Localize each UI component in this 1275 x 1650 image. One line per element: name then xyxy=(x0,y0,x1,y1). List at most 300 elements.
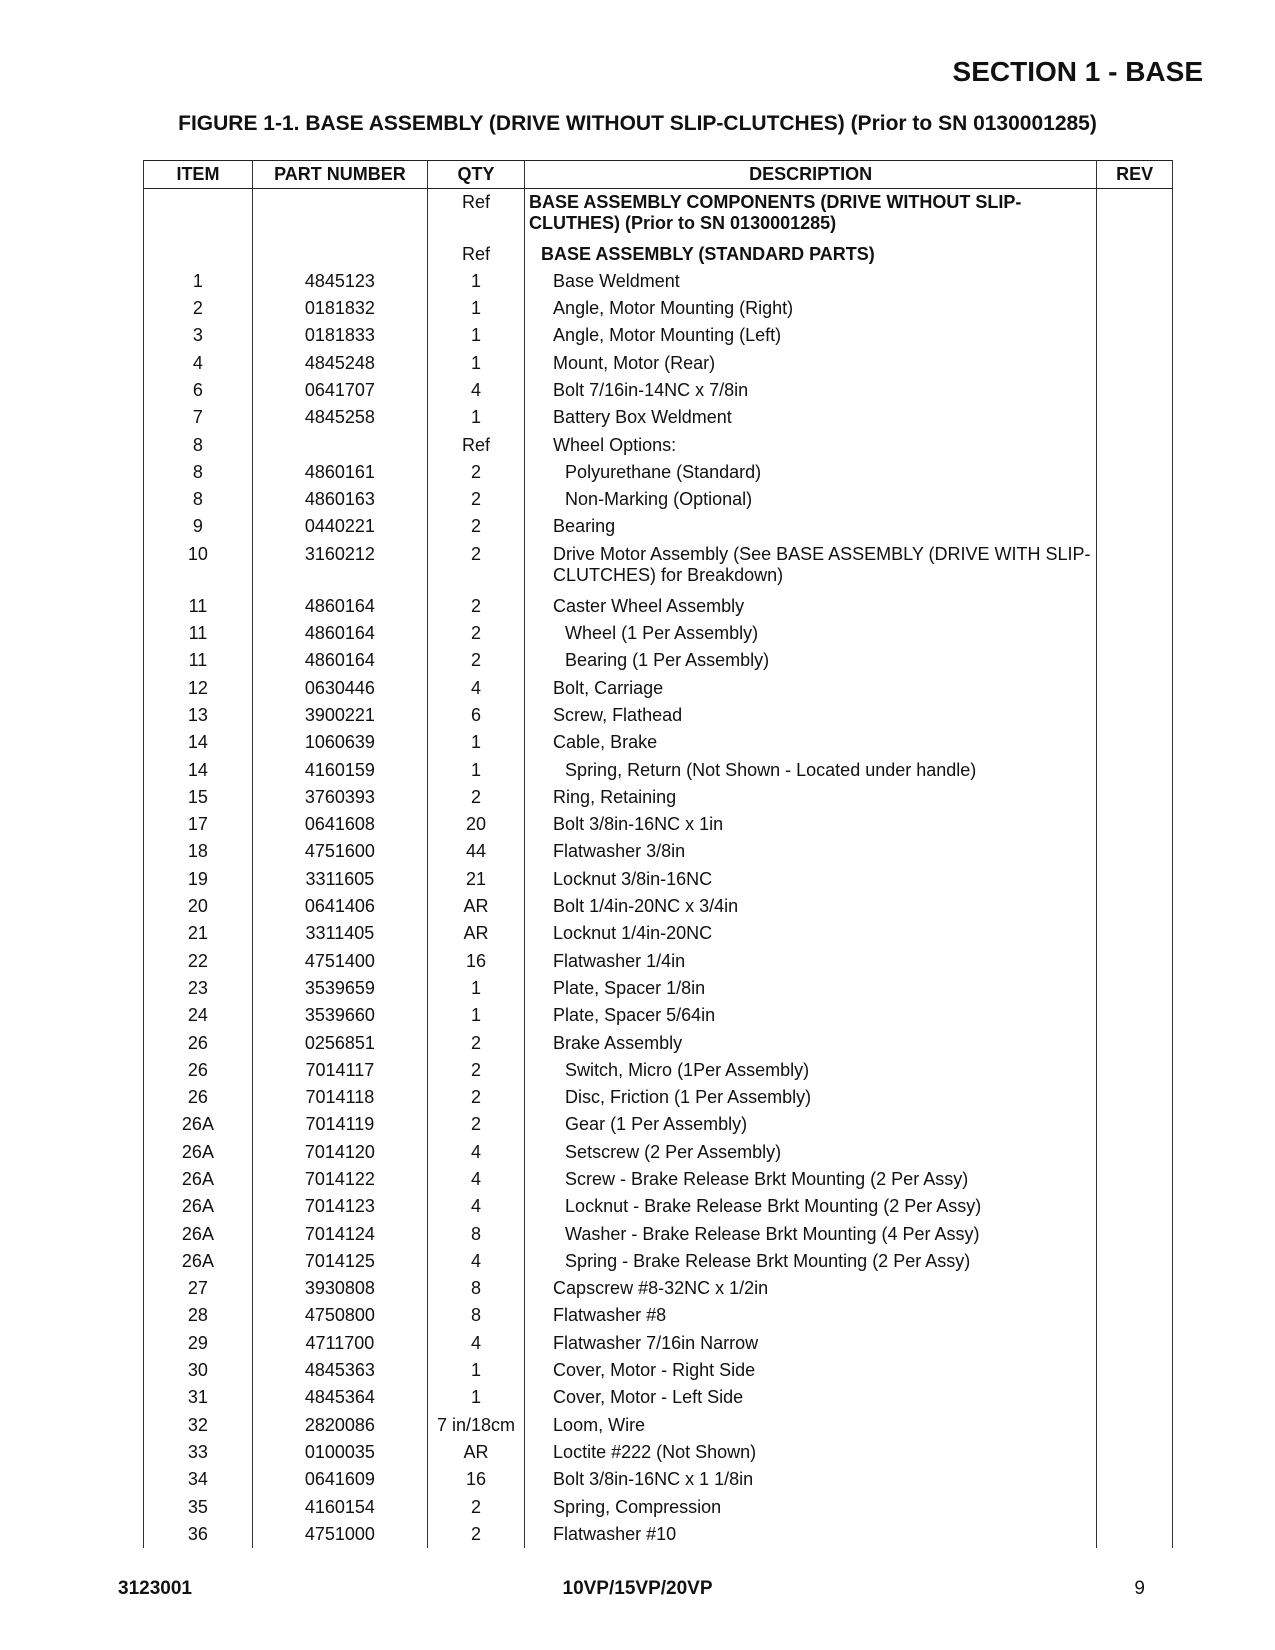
qty-cell: 2 xyxy=(427,459,524,486)
table-row xyxy=(144,838,1173,865)
table-row xyxy=(144,811,1173,838)
part-number-cell: 4751400 xyxy=(252,948,427,975)
description-cell: Plate, Spacer 5/64in xyxy=(525,1002,1097,1029)
description-cell: Mount, Motor (Rear) xyxy=(525,350,1097,377)
table-row xyxy=(144,377,1173,404)
header-description: DESCRIPTION xyxy=(525,161,1097,189)
part-number-cell: 7014119 xyxy=(252,1111,427,1138)
rev-cell xyxy=(1097,1384,1173,1411)
table-row xyxy=(144,1275,1173,1302)
item-cell: 15 xyxy=(144,784,253,811)
item-cell: 7 xyxy=(144,404,253,431)
section-title: SECTION 1 - BASE xyxy=(952,56,1203,87)
description-cell: Switch, Micro (1Per Assembly) xyxy=(525,1057,1097,1084)
part-number-cell xyxy=(252,189,427,241)
qty-cell: 1 xyxy=(427,322,524,349)
rev-cell xyxy=(1097,1412,1173,1439)
table-header-row xyxy=(144,161,1173,189)
description-cell: Brake Assembly xyxy=(525,1030,1097,1057)
rev-cell xyxy=(1097,1166,1173,1193)
qty-cell: 1 xyxy=(427,295,524,322)
rev-cell xyxy=(1097,1084,1173,1111)
part-number-cell: 4750800 xyxy=(252,1302,427,1329)
qty-cell: 1 xyxy=(427,1002,524,1029)
description-cell: BASE ASSEMBLY (STANDARD PARTS) xyxy=(525,241,1097,268)
qty-cell: 16 xyxy=(427,948,524,975)
table-row xyxy=(144,893,1173,920)
description-cell: Screw - Brake Release Brkt Mounting (2 Per Assy) xyxy=(525,1166,1097,1193)
table-row xyxy=(144,268,1173,295)
description-cell: Spring - Brake Release Brkt Mounting (2 Per Assy) xyxy=(525,1248,1097,1275)
qty-cell: 2 xyxy=(427,1057,524,1084)
part-number-cell: 7014122 xyxy=(252,1166,427,1193)
parts-table xyxy=(143,160,1173,1548)
header-rev: REV xyxy=(1097,161,1173,189)
rev-cell xyxy=(1097,1221,1173,1248)
qty-cell: 1 xyxy=(427,268,524,295)
footer-doc-number: 3123001 xyxy=(118,1578,192,1599)
table-row xyxy=(144,432,1173,459)
description-cell: Non-Marking (Optional) xyxy=(525,486,1097,513)
part-number-cell: 0641707 xyxy=(252,377,427,404)
qty-cell: 2 xyxy=(427,784,524,811)
item-cell: 22 xyxy=(144,948,253,975)
part-number-cell: 0100035 xyxy=(252,1439,427,1466)
rev-cell xyxy=(1097,1466,1173,1493)
table-row xyxy=(144,1111,1173,1138)
qty-cell: 2 xyxy=(427,1084,524,1111)
item-cell: 26A xyxy=(144,1111,253,1138)
description-cell: Polyurethane (Standard) xyxy=(525,459,1097,486)
description-cell: Angle, Motor Mounting (Left) xyxy=(525,322,1097,349)
qty-cell: 8 xyxy=(427,1275,524,1302)
qty-cell: 2 xyxy=(427,647,524,674)
item-cell: 36 xyxy=(144,1521,253,1548)
part-number-cell: 0256851 xyxy=(252,1030,427,1057)
part-number-cell: 0641608 xyxy=(252,811,427,838)
item-cell: 27 xyxy=(144,1275,253,1302)
table-row xyxy=(144,757,1173,784)
qty-cell: AR xyxy=(427,1439,524,1466)
qty-cell: 1 xyxy=(427,757,524,784)
rev-cell xyxy=(1097,404,1173,431)
qty-cell: 1 xyxy=(427,729,524,756)
part-number-cell: 4860164 xyxy=(252,620,427,647)
qty-cell: 2 xyxy=(427,486,524,513)
rev-cell xyxy=(1097,268,1173,295)
rev-cell xyxy=(1097,1275,1173,1302)
item-cell: 11 xyxy=(144,593,253,620)
description-cell: Cover, Motor - Left Side xyxy=(525,1384,1097,1411)
description-cell: Bolt 3/8in-16NC x 1 1/8in xyxy=(525,1466,1097,1493)
part-number-cell: 3539660 xyxy=(252,1002,427,1029)
description-cell: Disc, Friction (1 Per Assembly) xyxy=(525,1084,1097,1111)
part-number-cell: 2820086 xyxy=(252,1412,427,1439)
description-cell: Angle, Motor Mounting (Right) xyxy=(525,295,1097,322)
item-cell: 28 xyxy=(144,1302,253,1329)
description-cell: Battery Box Weldment xyxy=(525,404,1097,431)
table-row xyxy=(144,241,1173,268)
table-row xyxy=(144,1166,1173,1193)
part-number-cell: 4845363 xyxy=(252,1357,427,1384)
description-cell: Bearing (1 Per Assembly) xyxy=(525,647,1097,674)
header-part-number: PART NUMBER xyxy=(252,161,427,189)
table-row xyxy=(144,702,1173,729)
item-cell: 33 xyxy=(144,1439,253,1466)
description-cell: Bearing xyxy=(525,513,1097,540)
description-cell: Cable, Brake xyxy=(525,729,1097,756)
table-row xyxy=(144,1193,1173,1220)
part-number-cell: 0440221 xyxy=(252,513,427,540)
description-cell: Wheel Options: xyxy=(525,432,1097,459)
item-cell: 26 xyxy=(144,1084,253,1111)
rev-cell xyxy=(1097,541,1173,593)
qty-cell: 21 xyxy=(427,866,524,893)
rev-cell xyxy=(1097,893,1173,920)
qty-cell: 1 xyxy=(427,1384,524,1411)
table-row xyxy=(144,920,1173,947)
part-number-cell: 1060639 xyxy=(252,729,427,756)
qty-cell: Ref xyxy=(427,241,524,268)
part-number-cell: 3311605 xyxy=(252,866,427,893)
part-number-cell: 4751600 xyxy=(252,838,427,865)
description-cell: Flatwasher #8 xyxy=(525,1302,1097,1329)
description-cell: Gear (1 Per Assembly) xyxy=(525,1111,1097,1138)
rev-cell xyxy=(1097,702,1173,729)
part-number-cell: 4845123 xyxy=(252,268,427,295)
footer-page-number: 9 xyxy=(1134,1578,1145,1599)
description-cell: Ring, Retaining xyxy=(525,784,1097,811)
header-item: ITEM xyxy=(144,161,253,189)
qty-cell: 2 xyxy=(427,1494,524,1521)
qty-cell: 2 xyxy=(427,620,524,647)
part-number-cell: 3539659 xyxy=(252,975,427,1002)
rev-cell xyxy=(1097,647,1173,674)
rev-cell xyxy=(1097,593,1173,620)
table-row xyxy=(144,1357,1173,1384)
qty-cell: 2 xyxy=(427,513,524,540)
qty-cell: 2 xyxy=(427,541,524,593)
table-row xyxy=(144,784,1173,811)
table-row xyxy=(144,975,1173,1002)
part-number-cell: 7014117 xyxy=(252,1057,427,1084)
part-number-cell: 4860161 xyxy=(252,459,427,486)
item-cell: 8 xyxy=(144,432,253,459)
qty-cell: 4 xyxy=(427,1139,524,1166)
item-cell: 34 xyxy=(144,1466,253,1493)
table-row xyxy=(144,322,1173,349)
item-cell: 18 xyxy=(144,838,253,865)
rev-cell xyxy=(1097,1494,1173,1521)
part-number-cell: 4160154 xyxy=(252,1494,427,1521)
table-row xyxy=(144,1494,1173,1521)
rev-cell xyxy=(1097,350,1173,377)
qty-cell: 6 xyxy=(427,702,524,729)
table-row xyxy=(144,513,1173,540)
table-row xyxy=(144,675,1173,702)
item-cell: 3 xyxy=(144,322,253,349)
item-cell: 11 xyxy=(144,647,253,674)
table-row xyxy=(144,647,1173,674)
qty-cell: Ref xyxy=(427,432,524,459)
part-number-cell: 0641406 xyxy=(252,893,427,920)
description-cell: Bolt, Carriage xyxy=(525,675,1097,702)
description-cell: Base Weldment xyxy=(525,268,1097,295)
part-number-cell: 3760393 xyxy=(252,784,427,811)
table-row xyxy=(144,1302,1173,1329)
item-cell: 30 xyxy=(144,1357,253,1384)
rev-cell xyxy=(1097,784,1173,811)
part-number-cell xyxy=(252,432,427,459)
item-cell: 29 xyxy=(144,1330,253,1357)
footer-models: 10VP/15VP/20VP xyxy=(562,1578,713,1599)
item-cell: 11 xyxy=(144,620,253,647)
description-cell: Flatwasher 1/4in xyxy=(525,948,1097,975)
part-number-cell: 7014125 xyxy=(252,1248,427,1275)
rev-cell xyxy=(1097,322,1173,349)
description-cell: Bolt 7/16in-14NC x 7/8in xyxy=(525,377,1097,404)
description-cell: Setscrew (2 Per Assembly) xyxy=(525,1139,1097,1166)
header-qty: QTY xyxy=(427,161,524,189)
description-cell: Wheel (1 Per Assembly) xyxy=(525,620,1097,647)
part-number-cell: 3160212 xyxy=(252,541,427,593)
rev-cell xyxy=(1097,1302,1173,1329)
rev-cell xyxy=(1097,1111,1173,1138)
qty-cell: 8 xyxy=(427,1302,524,1329)
table-row xyxy=(144,620,1173,647)
item-cell: 12 xyxy=(144,675,253,702)
rev-cell xyxy=(1097,975,1173,1002)
table-row xyxy=(144,1521,1173,1548)
qty-cell: 4 xyxy=(427,675,524,702)
table-row xyxy=(144,1439,1173,1466)
qty-cell: 2 xyxy=(427,1521,524,1548)
part-number-cell: 7014123 xyxy=(252,1193,427,1220)
table-row xyxy=(144,1084,1173,1111)
qty-cell: 4 xyxy=(427,1330,524,1357)
description-cell: Locknut - Brake Release Brkt Mounting (2 Per Assy) xyxy=(525,1193,1097,1220)
part-number-cell: 3930808 xyxy=(252,1275,427,1302)
qty-cell: Ref xyxy=(427,189,524,241)
table-row xyxy=(144,1466,1173,1493)
table-row xyxy=(144,404,1173,431)
rev-cell xyxy=(1097,620,1173,647)
description-cell: Washer - Brake Release Brkt Mounting (4 Per Assy) xyxy=(525,1221,1097,1248)
description-cell: Locknut 3/8in-16NC xyxy=(525,866,1097,893)
description-cell: Caster Wheel Assembly xyxy=(525,593,1097,620)
description-cell: Bolt 1/4in-20NC x 3/4in xyxy=(525,893,1097,920)
item-cell: 26 xyxy=(144,1057,253,1084)
table-row xyxy=(144,729,1173,756)
description-cell: Spring, Return (Not Shown - Located under handle) xyxy=(525,757,1097,784)
qty-cell: 2 xyxy=(427,1111,524,1138)
item-cell: 14 xyxy=(144,757,253,784)
rev-cell xyxy=(1097,729,1173,756)
description-cell: Flatwasher 3/8in xyxy=(525,838,1097,865)
table-row xyxy=(144,459,1173,486)
rev-cell xyxy=(1097,948,1173,975)
rev-cell xyxy=(1097,675,1173,702)
table-row xyxy=(144,486,1173,513)
rev-cell xyxy=(1097,295,1173,322)
description-cell: Screw, Flathead xyxy=(525,702,1097,729)
description-cell: Flatwasher #10 xyxy=(525,1521,1097,1548)
item-cell: 26 xyxy=(144,1030,253,1057)
qty-cell: 4 xyxy=(427,1193,524,1220)
part-number-cell: 4845258 xyxy=(252,404,427,431)
table-row xyxy=(144,1330,1173,1357)
item-cell: 8 xyxy=(144,459,253,486)
item-cell: 20 xyxy=(144,893,253,920)
figure-title: FIGURE 1-1. BASE ASSEMBLY (DRIVE WITHOUT SLIP-CLUTCHES) (Prior to SN 0130001285) xyxy=(178,112,1097,135)
part-number-cell: 0641609 xyxy=(252,1466,427,1493)
part-number-cell: 4711700 xyxy=(252,1330,427,1357)
table-row xyxy=(144,593,1173,620)
rev-cell xyxy=(1097,1193,1173,1220)
part-number-cell: 7014120 xyxy=(252,1139,427,1166)
table-row xyxy=(144,541,1173,593)
item-cell: 8 xyxy=(144,486,253,513)
table-row xyxy=(144,866,1173,893)
rev-cell xyxy=(1097,377,1173,404)
qty-cell: 1 xyxy=(427,350,524,377)
qty-cell: 44 xyxy=(427,838,524,865)
rev-cell xyxy=(1097,241,1173,268)
description-cell: Spring, Compression xyxy=(525,1494,1097,1521)
part-number-cell: 7014124 xyxy=(252,1221,427,1248)
rev-cell xyxy=(1097,486,1173,513)
rev-cell xyxy=(1097,1439,1173,1466)
table-row xyxy=(144,1057,1173,1084)
rev-cell xyxy=(1097,1030,1173,1057)
qty-cell: 1 xyxy=(427,1357,524,1384)
part-number-cell: 4860164 xyxy=(252,647,427,674)
qty-cell: 4 xyxy=(427,1248,524,1275)
rev-cell xyxy=(1097,459,1173,486)
item-cell: 17 xyxy=(144,811,253,838)
qty-cell: 16 xyxy=(427,1466,524,1493)
table-row xyxy=(144,1139,1173,1166)
table-row xyxy=(144,1030,1173,1057)
rev-cell xyxy=(1097,1139,1173,1166)
description-cell: Plate, Spacer 1/8in xyxy=(525,975,1097,1002)
table-row xyxy=(144,1384,1173,1411)
rev-cell xyxy=(1097,1357,1173,1384)
part-number-cell xyxy=(252,241,427,268)
item-cell: 14 xyxy=(144,729,253,756)
qty-cell: 20 xyxy=(427,811,524,838)
item-cell: 23 xyxy=(144,975,253,1002)
table-row xyxy=(144,1248,1173,1275)
description-cell: Cover, Motor - Right Side xyxy=(525,1357,1097,1384)
rev-cell xyxy=(1097,757,1173,784)
item-cell: 31 xyxy=(144,1384,253,1411)
part-number-cell: 0181833 xyxy=(252,322,427,349)
part-number-cell: 0630446 xyxy=(252,675,427,702)
rev-cell xyxy=(1097,1330,1173,1357)
description-cell: Flatwasher 7/16in Narrow xyxy=(525,1330,1097,1357)
qty-cell: AR xyxy=(427,920,524,947)
item-cell: 4 xyxy=(144,350,253,377)
item-cell xyxy=(144,241,253,268)
qty-cell: 4 xyxy=(427,377,524,404)
item-cell: 6 xyxy=(144,377,253,404)
part-number-cell: 0181832 xyxy=(252,295,427,322)
qty-cell: 1 xyxy=(427,404,524,431)
item-cell: 26A xyxy=(144,1193,253,1220)
qty-cell: 4 xyxy=(427,1166,524,1193)
table-row xyxy=(144,295,1173,322)
item-cell: 1 xyxy=(144,268,253,295)
qty-cell: 8 xyxy=(427,1221,524,1248)
item-cell: 26A xyxy=(144,1139,253,1166)
qty-cell: 2 xyxy=(427,1030,524,1057)
part-number-cell: 4860164 xyxy=(252,593,427,620)
qty-cell: 7 in/18cm xyxy=(427,1412,524,1439)
rev-cell xyxy=(1097,811,1173,838)
qty-cell: 2 xyxy=(427,593,524,620)
parts-table-body xyxy=(144,189,1173,1549)
table-row xyxy=(144,1221,1173,1248)
rev-cell xyxy=(1097,1521,1173,1548)
item-cell: 9 xyxy=(144,513,253,540)
item-cell: 26A xyxy=(144,1221,253,1248)
item-cell: 13 xyxy=(144,702,253,729)
qty-cell: AR xyxy=(427,893,524,920)
rev-cell xyxy=(1097,513,1173,540)
rev-cell xyxy=(1097,1248,1173,1275)
table-row xyxy=(144,948,1173,975)
description-cell: Bolt 3/8in-16NC x 1in xyxy=(525,811,1097,838)
part-number-cell: 4860163 xyxy=(252,486,427,513)
rev-cell xyxy=(1097,838,1173,865)
rev-cell xyxy=(1097,866,1173,893)
item-cell: 35 xyxy=(144,1494,253,1521)
table-row xyxy=(144,350,1173,377)
part-number-cell: 4751000 xyxy=(252,1521,427,1548)
description-cell: BASE ASSEMBLY COMPONENTS (DRIVE WITHOUT SLIP-CLUTHES) (Prior to SN 0130001285) xyxy=(525,189,1097,241)
rev-cell xyxy=(1097,432,1173,459)
part-number-cell: 4845364 xyxy=(252,1384,427,1411)
table-row xyxy=(144,189,1173,241)
qty-cell: 1 xyxy=(427,975,524,1002)
item-cell: 21 xyxy=(144,920,253,947)
description-cell: Drive Motor Assembly (See BASE ASSEMBLY (DRIVE WITH SLIP-CLUTCHES) for Breakdown) xyxy=(525,541,1097,593)
part-number-cell: 3900221 xyxy=(252,702,427,729)
rev-cell xyxy=(1097,189,1173,241)
part-number-cell: 7014118 xyxy=(252,1084,427,1111)
item-cell: 26A xyxy=(144,1248,253,1275)
item-cell: 26A xyxy=(144,1166,253,1193)
table-row xyxy=(144,1412,1173,1439)
rev-cell xyxy=(1097,920,1173,947)
item-cell: 24 xyxy=(144,1002,253,1029)
item-cell: 10 xyxy=(144,541,253,593)
rev-cell xyxy=(1097,1057,1173,1084)
part-number-cell: 4160159 xyxy=(252,757,427,784)
description-cell: Capscrew #8-32NC x 1/2in xyxy=(525,1275,1097,1302)
part-number-cell: 4845248 xyxy=(252,350,427,377)
item-cell xyxy=(144,189,253,241)
description-cell: Locknut 1/4in-20NC xyxy=(525,920,1097,947)
rev-cell xyxy=(1097,1002,1173,1029)
description-cell: Loom, Wire xyxy=(525,1412,1097,1439)
item-cell: 19 xyxy=(144,866,253,893)
part-number-cell: 3311405 xyxy=(252,920,427,947)
description-cell: Loctite #222 (Not Shown) xyxy=(525,1439,1097,1466)
table-row xyxy=(144,1002,1173,1029)
item-cell: 32 xyxy=(144,1412,253,1439)
